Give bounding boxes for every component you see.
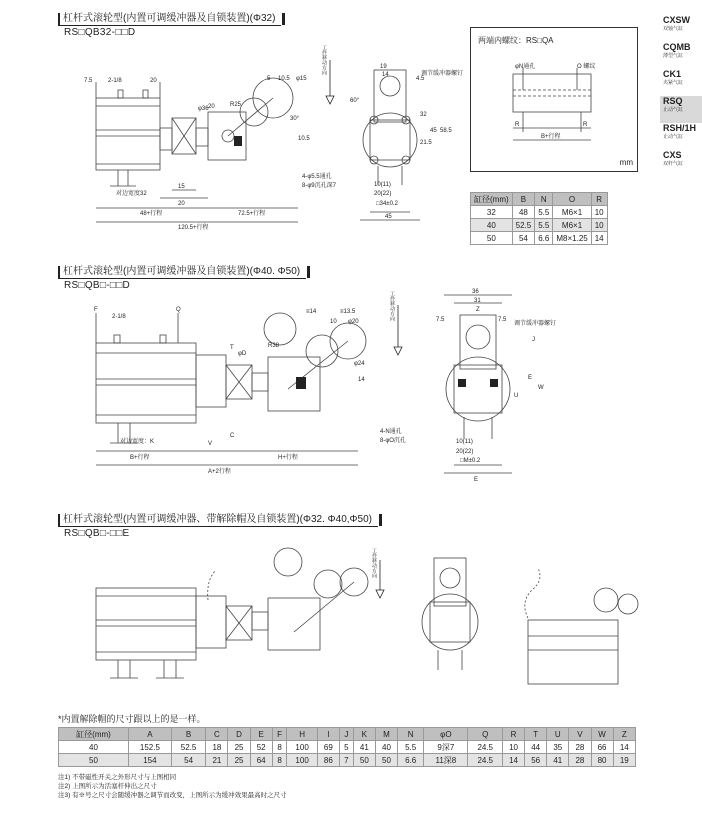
work-direction-label-2: 工件移动方向	[389, 291, 395, 321]
big-table-header-cell: J	[339, 728, 353, 741]
hole-o: 8-φO沉孔	[380, 438, 406, 444]
big-table-header-cell: C	[206, 728, 228, 741]
big-table-cell: 52	[250, 741, 272, 754]
sidebar-item-code: RSH/1H	[663, 123, 697, 133]
dim-20c: 20	[178, 201, 185, 207]
section3-model: RS□QB□-□□E	[64, 528, 130, 539]
big-table-row	[59, 741, 636, 754]
dim-34: □34±0.2	[376, 201, 398, 207]
dim-14: 14	[382, 72, 389, 78]
sidebar-item-cxsw[interactable]	[660, 15, 702, 42]
dim-60deg: 60°	[350, 98, 360, 104]
big-table-cell: 21	[206, 754, 228, 767]
dim-19: 19	[380, 64, 387, 70]
big-table-cell: 66	[591, 741, 613, 754]
small-table-cell: 14	[591, 232, 607, 245]
damper-screw-label-2: 调节缓冲器螺钉	[514, 321, 557, 327]
sidebar-item-code: CK1	[663, 69, 682, 79]
dim-20-22b: 20(22)	[456, 449, 474, 455]
big-table-cell: 50	[375, 754, 397, 767]
dim-10: 10	[330, 319, 337, 325]
big-table-header-cell: U	[547, 728, 569, 741]
big-table-cell: 50	[59, 754, 129, 767]
big-table-header-cell: R	[503, 728, 525, 741]
big-table-cell: 152.5	[129, 741, 172, 754]
sidebar-item-desc: 夹紧气缸	[663, 80, 684, 86]
dim-phi24: φ24	[354, 361, 365, 367]
small-dimension-table	[470, 192, 608, 245]
stroke-72-5: 72.5+行程	[238, 211, 266, 217]
sidebar-item-code: CQMB	[663, 42, 691, 52]
dim-4-5: 4.5	[416, 76, 425, 82]
big-table-cell: 64	[250, 754, 272, 767]
big-table-cell: 28	[569, 754, 591, 767]
dim-w: W	[538, 385, 544, 391]
small-table-cell: 10	[591, 219, 607, 232]
width-32: 对边宽度32	[116, 191, 147, 197]
big-dimension-table	[58, 727, 636, 767]
dim-58-5: 58.5	[440, 128, 452, 134]
big-table-cell: 6.6	[398, 754, 424, 767]
sidebar-item-code: RSQ	[663, 96, 683, 106]
big-table-header-cell: F	[272, 728, 287, 741]
big-table-cell: 50	[353, 754, 375, 767]
dim-20b: 20	[208, 104, 215, 110]
big-table-cell: 35	[547, 741, 569, 754]
inset-o-thread: O 螺纹	[577, 64, 596, 70]
big-table-header-cell: E	[250, 728, 272, 741]
dim-21-5: 21.5	[420, 140, 432, 146]
section2-model: RS□QB□-□□D	[64, 280, 131, 291]
big-table-cell: 44	[525, 741, 547, 754]
sidebar-item-cqmb[interactable]	[660, 42, 702, 69]
small-table-cell: 50	[471, 232, 513, 245]
b-stroke: B+行程	[130, 455, 150, 461]
dim-15: 15	[178, 184, 185, 190]
footnote-line: 注2) 上图所示为活塞杆伸出之尺寸	[58, 783, 157, 790]
sidebar-item-ck1[interactable]	[660, 69, 702, 96]
sidebar-item-desc: 薄型气缸	[663, 53, 684, 59]
big-table-header-cell: N	[398, 728, 424, 741]
stroke-120-5: 120.5+行程	[178, 225, 209, 231]
dim-j: J	[532, 337, 535, 343]
small-table-row	[471, 219, 608, 232]
big-table-cell: 7	[339, 754, 353, 767]
dim-phi-d: φD	[238, 351, 247, 357]
sidebar-item-desc: 双杆气缸	[663, 161, 684, 167]
big-table-cell: 24.5	[468, 741, 503, 754]
big-table-cell: 10	[503, 741, 525, 754]
sidebar-item-code: CXSW	[663, 15, 690, 25]
unit-mm: mm	[619, 158, 633, 167]
inset-b-stroke: B+行程	[541, 134, 561, 140]
dim-z: Z	[476, 307, 480, 313]
damper-screw-label: 调节缓冲器螺钉	[421, 71, 464, 77]
dim-e: E	[528, 375, 533, 381]
small-table-cell: 52.5	[512, 219, 535, 232]
section2-title: 杠杆式滚轮型(内置可调缓冲器及自锁装置)(Φ40. Φ50)	[58, 266, 306, 279]
dim-14b: 14	[358, 377, 365, 383]
dim-10-11: 10(11)	[374, 182, 391, 188]
sidebar-item-cxs[interactable]	[660, 150, 702, 177]
inset-title: 两端内螺纹：RS□QA	[478, 36, 554, 45]
dim-phi15: φ15	[296, 76, 307, 82]
small-table-row	[471, 232, 608, 245]
dim-m: □M±0.2	[460, 458, 481, 464]
drawing3-views	[58, 540, 658, 700]
sidebar-item-code: CXS	[663, 150, 682, 160]
dim-phi36: φ36	[198, 106, 209, 112]
dim-13-5-hex: ≡13.5	[340, 309, 356, 315]
dim-f: F	[94, 307, 98, 313]
drawing1-side-view	[58, 40, 464, 235]
section1-title: 杠杆式滚轮型(内置可调缓冲器及自锁装置)(Φ32)	[58, 13, 281, 26]
a2-stroke: A+2行程	[208, 469, 231, 475]
dim-10-5: 10.5	[278, 76, 290, 82]
dim-30deg: 30°	[290, 116, 300, 122]
footnote-line: 注3) 有※号之尺寸会随缓冲器之调节而改变，上图所示为缓冲效果最高时之尺寸	[58, 792, 287, 799]
small-table-header-cell: 缸径(mm)	[471, 193, 513, 206]
dim-32: 32	[420, 112, 427, 118]
note-head: *内置解除帽的尺寸跟以上的是一样。	[58, 714, 206, 724]
big-table-cell: 69	[317, 741, 339, 754]
big-table-header-cell: Q	[468, 728, 503, 741]
big-table-cell: 11深8	[424, 754, 468, 767]
dim-5: 5	[267, 76, 271, 82]
big-table-cell: 54	[171, 754, 206, 767]
big-table-cell: 19	[613, 754, 635, 767]
small-table-header-cell: O	[553, 193, 591, 206]
sidebar-item-rsh1h[interactable]	[660, 123, 702, 150]
small-table-header-cell: N	[535, 193, 553, 206]
section1-model: RS□QB32-□□D	[64, 27, 136, 38]
big-table-cell: 40	[59, 741, 129, 754]
h-stroke: H+行程	[278, 455, 298, 461]
dim-2-1-8: 2-1/8	[108, 78, 122, 84]
small-table-header-cell: R	[591, 193, 607, 206]
small-table-cell: M6×1	[553, 219, 591, 232]
dim-r38: R38	[268, 343, 280, 349]
small-table-header-cell: B	[512, 193, 535, 206]
big-table-cell: 41	[353, 741, 375, 754]
dim-q: Q	[176, 307, 181, 313]
big-table-header-cell: T	[525, 728, 547, 741]
dim-u: U	[514, 393, 519, 399]
big-table-row	[59, 754, 636, 767]
small-table-cell: 6.6	[535, 232, 553, 245]
small-table-cell: M6×1	[553, 206, 591, 219]
dim-c: C	[230, 433, 235, 439]
small-table-cell: 40	[471, 219, 513, 232]
stroke-48: 48+行程	[140, 211, 163, 217]
dim-10-11b: 10(11)	[456, 439, 473, 445]
small-table-cell: 54	[512, 232, 535, 245]
dim-20: 20	[150, 78, 157, 84]
big-table-cell: 52.5	[171, 741, 206, 754]
big-table-cell: 100	[287, 754, 317, 767]
big-table-cell: 25	[228, 754, 250, 767]
inset-internal-thread	[470, 27, 638, 172]
big-table-header-cell: B	[171, 728, 206, 741]
dim-7-5a: 7.5	[436, 317, 445, 323]
big-table-header-cell: K	[353, 728, 375, 741]
big-table-header-cell: I	[317, 728, 339, 741]
hole-n: 4-N通孔	[380, 429, 402, 435]
dim-45: 45	[385, 214, 392, 220]
dim-e2: E	[474, 477, 479, 483]
sidebar-item-rsq[interactable]	[660, 96, 702, 123]
big-table-cell: 100	[287, 741, 317, 754]
dim-t: T	[230, 345, 234, 351]
dim-36: 36	[472, 289, 479, 295]
big-table-cell: 18	[206, 741, 228, 754]
sidebar-item-desc: 双轴气缸	[663, 26, 684, 32]
big-table-header-cell: V	[569, 728, 591, 741]
big-table-cell: 56	[525, 754, 547, 767]
inset-r1: R	[515, 122, 520, 128]
work-direction-label-3: 工件移动方向	[371, 548, 377, 578]
dim-2-1-8b: 2-1/8	[112, 314, 126, 320]
big-table-header-cell: 缸径(mm)	[59, 728, 129, 741]
small-table-cell: 32	[471, 206, 513, 219]
sidebar-item-desc: 止动气缸	[663, 134, 684, 140]
small-table-cell: 48	[512, 206, 535, 219]
small-table-cell: 5.5	[535, 206, 553, 219]
dim-7-5: 7.5	[84, 78, 93, 84]
big-table-header-cell: φO	[424, 728, 468, 741]
big-table-cell: 9深7	[424, 741, 468, 754]
big-table-cell: 8	[272, 754, 287, 767]
big-table-cell: 86	[317, 754, 339, 767]
hole-counterbore: 8-φ9沉孔深7	[302, 183, 336, 189]
series-sidebar	[660, 15, 702, 177]
dim-14-hex: ≡14	[306, 309, 317, 315]
section3-title: 杠杆式滚轮型(内置可调缓冲器、带解除帽及自锁装置)(Φ32. Φ40,Φ50)	[58, 514, 378, 527]
big-table-cell: 5	[339, 741, 353, 754]
big-table-header-cell: W	[591, 728, 613, 741]
small-table-cell: 5.5	[535, 219, 553, 232]
big-table-cell: 41	[547, 754, 569, 767]
big-table-header-cell: A	[129, 728, 172, 741]
big-table-cell: 28	[569, 741, 591, 754]
hole-through: 4-φ5.5通孔	[302, 174, 332, 180]
big-table-cell: 154	[129, 754, 172, 767]
footnote-line: 注1) 不带磁性开关之外形尺寸与上图相同	[58, 774, 177, 781]
small-table-cell: 10	[591, 206, 607, 219]
big-table-cell: 8	[272, 741, 287, 754]
big-table-cell: 25	[228, 741, 250, 754]
dim-v: V	[208, 441, 213, 447]
footnotes	[58, 773, 287, 800]
dim-45b: 45	[430, 128, 437, 134]
dim-phi20: φ20	[348, 319, 359, 325]
drawing2-side-view	[58, 289, 628, 493]
sidebar-item-desc: 止动气缸	[663, 107, 684, 113]
big-table-header-cell: Z	[613, 728, 635, 741]
dim-10-5b: 10.5	[298, 136, 310, 142]
dim-7-5b: 7.5	[498, 317, 507, 323]
big-table-header-cell: D	[228, 728, 250, 741]
big-table-cell: 40	[375, 741, 397, 754]
dim-31: 31	[474, 298, 481, 304]
big-table-header-cell: M	[375, 728, 397, 741]
dim-20-22: 20(22)	[374, 191, 392, 197]
dim-r25: R25	[230, 102, 242, 108]
big-table-cell: 24.5	[468, 754, 503, 767]
big-table-cell: 14	[613, 741, 635, 754]
big-table-cell: 80	[591, 754, 613, 767]
inset-r2: R	[583, 122, 588, 128]
big-table-cell: 5.5	[398, 741, 424, 754]
big-table-header-cell: H	[287, 728, 317, 741]
inset-n-hole: φN通孔	[515, 64, 536, 70]
big-table-cell: 14	[503, 754, 525, 767]
small-table-row	[471, 206, 608, 219]
width-k: 对边宽度：K	[120, 439, 155, 445]
small-table-cell: M8×1.25	[553, 232, 591, 245]
work-direction-label: 工件移动方向	[321, 45, 327, 75]
